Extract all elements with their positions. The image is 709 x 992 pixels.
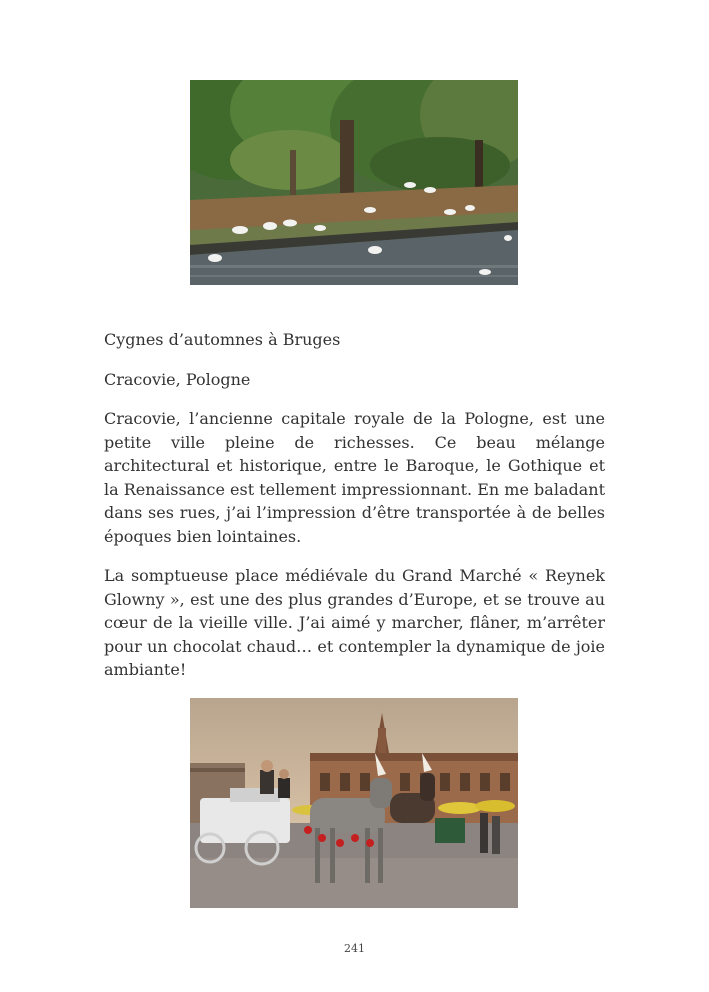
swans-photo bbox=[190, 80, 518, 285]
krakow-carriage-photo bbox=[190, 698, 518, 908]
page-number: 241 bbox=[344, 942, 365, 955]
body-paragraph: Cracovie, l’ancienne capitale royale de la Pologne, est une petite ville pleine de richesses. Ce beau mélange architectural et historique, entre le Baroque, le Gothique et la Renaissance est tellement impressionnant. En me baladant dans ses rues, j’ai l’impression d’être transportée à de belles époques bien lointaines. bbox=[104, 409, 605, 546]
section-heading: Cracovie, Pologne bbox=[104, 370, 251, 389]
body-paragraph: La somptueuse place médiévale du Grand Marché « Reynek Glowny », est une des plus grandes d’Europe, et se trouve au cœur de la vieille ville. J’ai aimé y marcher, flâner, m’arrêter pour un chocolat chaud… et contempler la dynamique de joie ambiante! bbox=[104, 566, 605, 679]
image-caption: Cygnes d’automnes à Bruges bbox=[104, 330, 341, 349]
